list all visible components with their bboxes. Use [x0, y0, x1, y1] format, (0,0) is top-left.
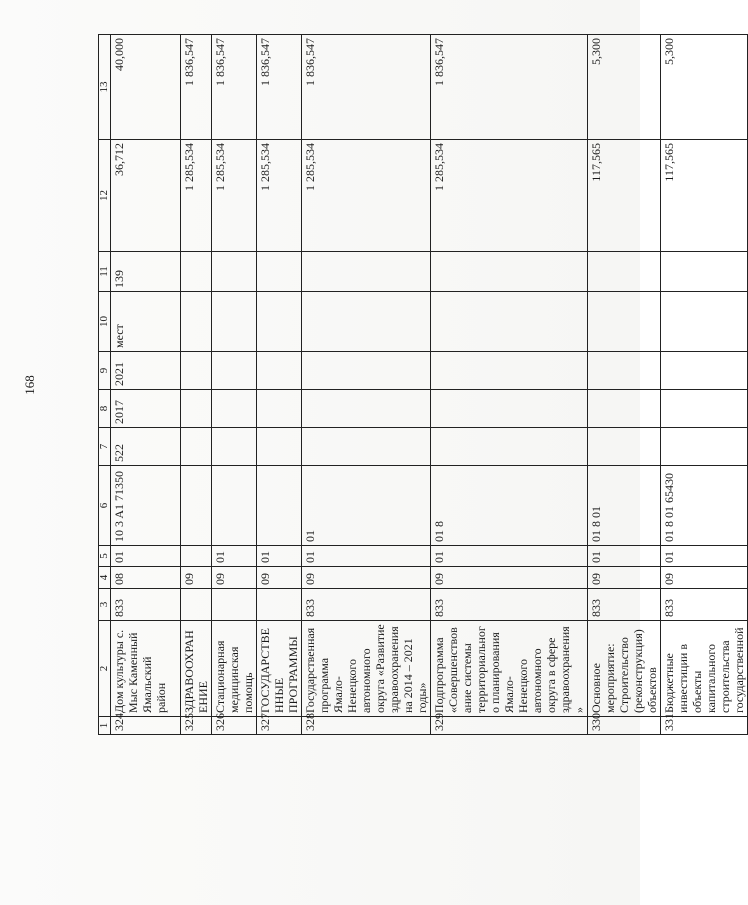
amount-col-12: 117,565 — [661, 140, 748, 252]
section-code: 09 — [257, 567, 302, 589]
capacity-unit — [302, 292, 431, 352]
capacity-unit — [661, 292, 748, 352]
row-number: 324 — [111, 717, 181, 735]
subsection-code: 01 — [212, 546, 257, 567]
subsection-code — [181, 546, 212, 567]
column-number: 2 — [99, 621, 111, 717]
section-code: 09 — [431, 567, 588, 589]
row-number: 330 — [588, 717, 661, 735]
subsection-code: 01 — [302, 546, 431, 567]
ministry-code: 833 — [431, 589, 588, 621]
expense-type-code — [181, 428, 212, 466]
amount-col-12: 1 285,534 — [181, 140, 212, 252]
table-row — [661, 35, 748, 735]
start-year — [212, 390, 257, 428]
row-title: Государственная программа Ямало-Ненецкого автономного округа «Развитие здравоохранения на 2014 – 2021 годы» — [302, 621, 431, 717]
expense-type-code — [661, 428, 748, 466]
capacity-value: 139 — [111, 252, 181, 292]
expense-type-code — [431, 428, 588, 466]
page-number: 168 — [22, 375, 37, 395]
start-year — [661, 390, 748, 428]
target-article-code: 01 8 01 65430 — [661, 466, 748, 546]
column-number: 5 — [99, 546, 111, 567]
target-article-code — [257, 466, 302, 546]
column-number: 3 — [99, 589, 111, 621]
column-number: 8 — [99, 390, 111, 428]
capacity-unit — [212, 292, 257, 352]
table-row — [257, 35, 302, 735]
ministry-code: 833 — [111, 589, 181, 621]
column-number: 11 — [99, 252, 111, 292]
amount-col-13: 1 836,547 — [181, 35, 212, 140]
amount-col-12: 1 285,534 — [257, 140, 302, 252]
start-year: 2017 — [111, 390, 181, 428]
start-year — [431, 390, 588, 428]
amount-col-12: 1 285,534 — [302, 140, 431, 252]
section-code: 09 — [181, 567, 212, 589]
budget-table — [98, 34, 748, 735]
row-number: 327 — [257, 717, 302, 735]
amount-col-12: 36,712 — [111, 140, 181, 252]
amount-col-13: 1 836,547 — [212, 35, 257, 140]
column-number: 1 — [99, 717, 111, 735]
row-number: 325 — [181, 717, 212, 735]
amount-col-12: 117,565 — [588, 140, 661, 252]
header-row — [99, 35, 111, 735]
column-number: 9 — [99, 352, 111, 390]
expense-type-code — [257, 428, 302, 466]
start-year — [302, 390, 431, 428]
amount-col-13: 5,300 — [661, 35, 748, 140]
target-article-code: 01 8 — [431, 466, 588, 546]
rotated-content — [22, 35, 746, 735]
capacity-value — [661, 252, 748, 292]
amount-col-13: 1 836,547 — [257, 35, 302, 140]
expense-type-code: 522 — [111, 428, 181, 466]
end-year — [302, 352, 431, 390]
subsection-code: 01 — [257, 546, 302, 567]
row-title: ЗДРАВООХРАНЕНИЕ — [181, 621, 212, 717]
row-title: Стационарная медицинская помощь — [212, 621, 257, 717]
target-article-code: 01 8 01 — [588, 466, 661, 546]
capacity-value — [431, 252, 588, 292]
ministry-code: 833 — [588, 589, 661, 621]
expense-type-code — [302, 428, 431, 466]
ministry-code: 833 — [661, 589, 748, 621]
start-year — [181, 390, 212, 428]
capacity-value — [302, 252, 431, 292]
subsection-code: 01 — [588, 546, 661, 567]
row-title: Бюджетные инвестиции в объекты капитального строительства государственной — [661, 621, 748, 717]
subsection-code: 01 — [111, 546, 181, 567]
section-code: 09 — [212, 567, 257, 589]
start-year — [588, 390, 661, 428]
column-number: 4 — [99, 567, 111, 589]
capacity-unit — [181, 292, 212, 352]
amount-col-13: 5,300 — [588, 35, 661, 140]
amount-col-13: 1 836,547 — [431, 35, 588, 140]
target-article-code — [212, 466, 257, 546]
expense-type-code — [212, 428, 257, 466]
column-number: 10 — [99, 292, 111, 352]
table-row — [302, 35, 431, 735]
subsection-code: 01 — [661, 546, 748, 567]
column-number: 12 — [99, 140, 111, 252]
table-row — [431, 35, 588, 735]
ministry-code — [212, 589, 257, 621]
start-year — [257, 390, 302, 428]
section-code: 09 — [661, 567, 748, 589]
target-article-code: 01 — [302, 466, 431, 546]
column-number: 6 — [99, 466, 111, 546]
expense-type-code — [588, 428, 661, 466]
table-row — [181, 35, 212, 735]
row-number: 331 — [661, 717, 748, 735]
capacity-unit — [431, 292, 588, 352]
capacity-unit — [588, 292, 661, 352]
row-number: 326 — [212, 717, 257, 735]
end-year — [431, 352, 588, 390]
capacity-unit: мест — [111, 292, 181, 352]
capacity-unit — [257, 292, 302, 352]
capacity-value — [181, 252, 212, 292]
ministry-code: 833 — [302, 589, 431, 621]
row-title: ГОСУДАРСТВЕННЫЕ ПРОГРАММЫ — [257, 621, 302, 717]
amount-col-12: 1 285,534 — [431, 140, 588, 252]
capacity-value — [212, 252, 257, 292]
column-number: 7 — [99, 428, 111, 466]
section-code: 08 — [111, 567, 181, 589]
capacity-value — [257, 252, 302, 292]
end-year — [212, 352, 257, 390]
row-title: Дом культуры с. Мыс Каменный Ямальский район — [111, 621, 181, 717]
table-row — [212, 35, 257, 735]
end-year — [257, 352, 302, 390]
section-code: 09 — [588, 567, 661, 589]
end-year — [661, 352, 748, 390]
subsection-code: 01 — [431, 546, 588, 567]
row-number: 328 — [302, 717, 431, 735]
ministry-code — [257, 589, 302, 621]
row-title: Основное мероприятие: Строительство (реконструкция) объектов — [588, 621, 661, 717]
table-row — [588, 35, 661, 735]
amount-col-13: 40,000 — [111, 35, 181, 140]
end-year: 2021 — [111, 352, 181, 390]
row-number: 329 — [431, 717, 588, 735]
column-number: 13 — [99, 35, 111, 140]
amount-col-13: 1 836,547 — [302, 35, 431, 140]
end-year — [181, 352, 212, 390]
ministry-code — [181, 589, 212, 621]
table-row — [111, 35, 181, 735]
capacity-value — [588, 252, 661, 292]
section-code: 09 — [302, 567, 431, 589]
target-article-code — [181, 466, 212, 546]
end-year — [588, 352, 661, 390]
amount-col-12: 1 285,534 — [212, 140, 257, 252]
target-article-code: 10 3 A1 71350 — [111, 466, 181, 546]
row-title: Подпрограмма «Совершенствование системы территориального планирования Ямало-Ненецкого автономного округа в сфере здравоохранения» — [431, 621, 588, 717]
